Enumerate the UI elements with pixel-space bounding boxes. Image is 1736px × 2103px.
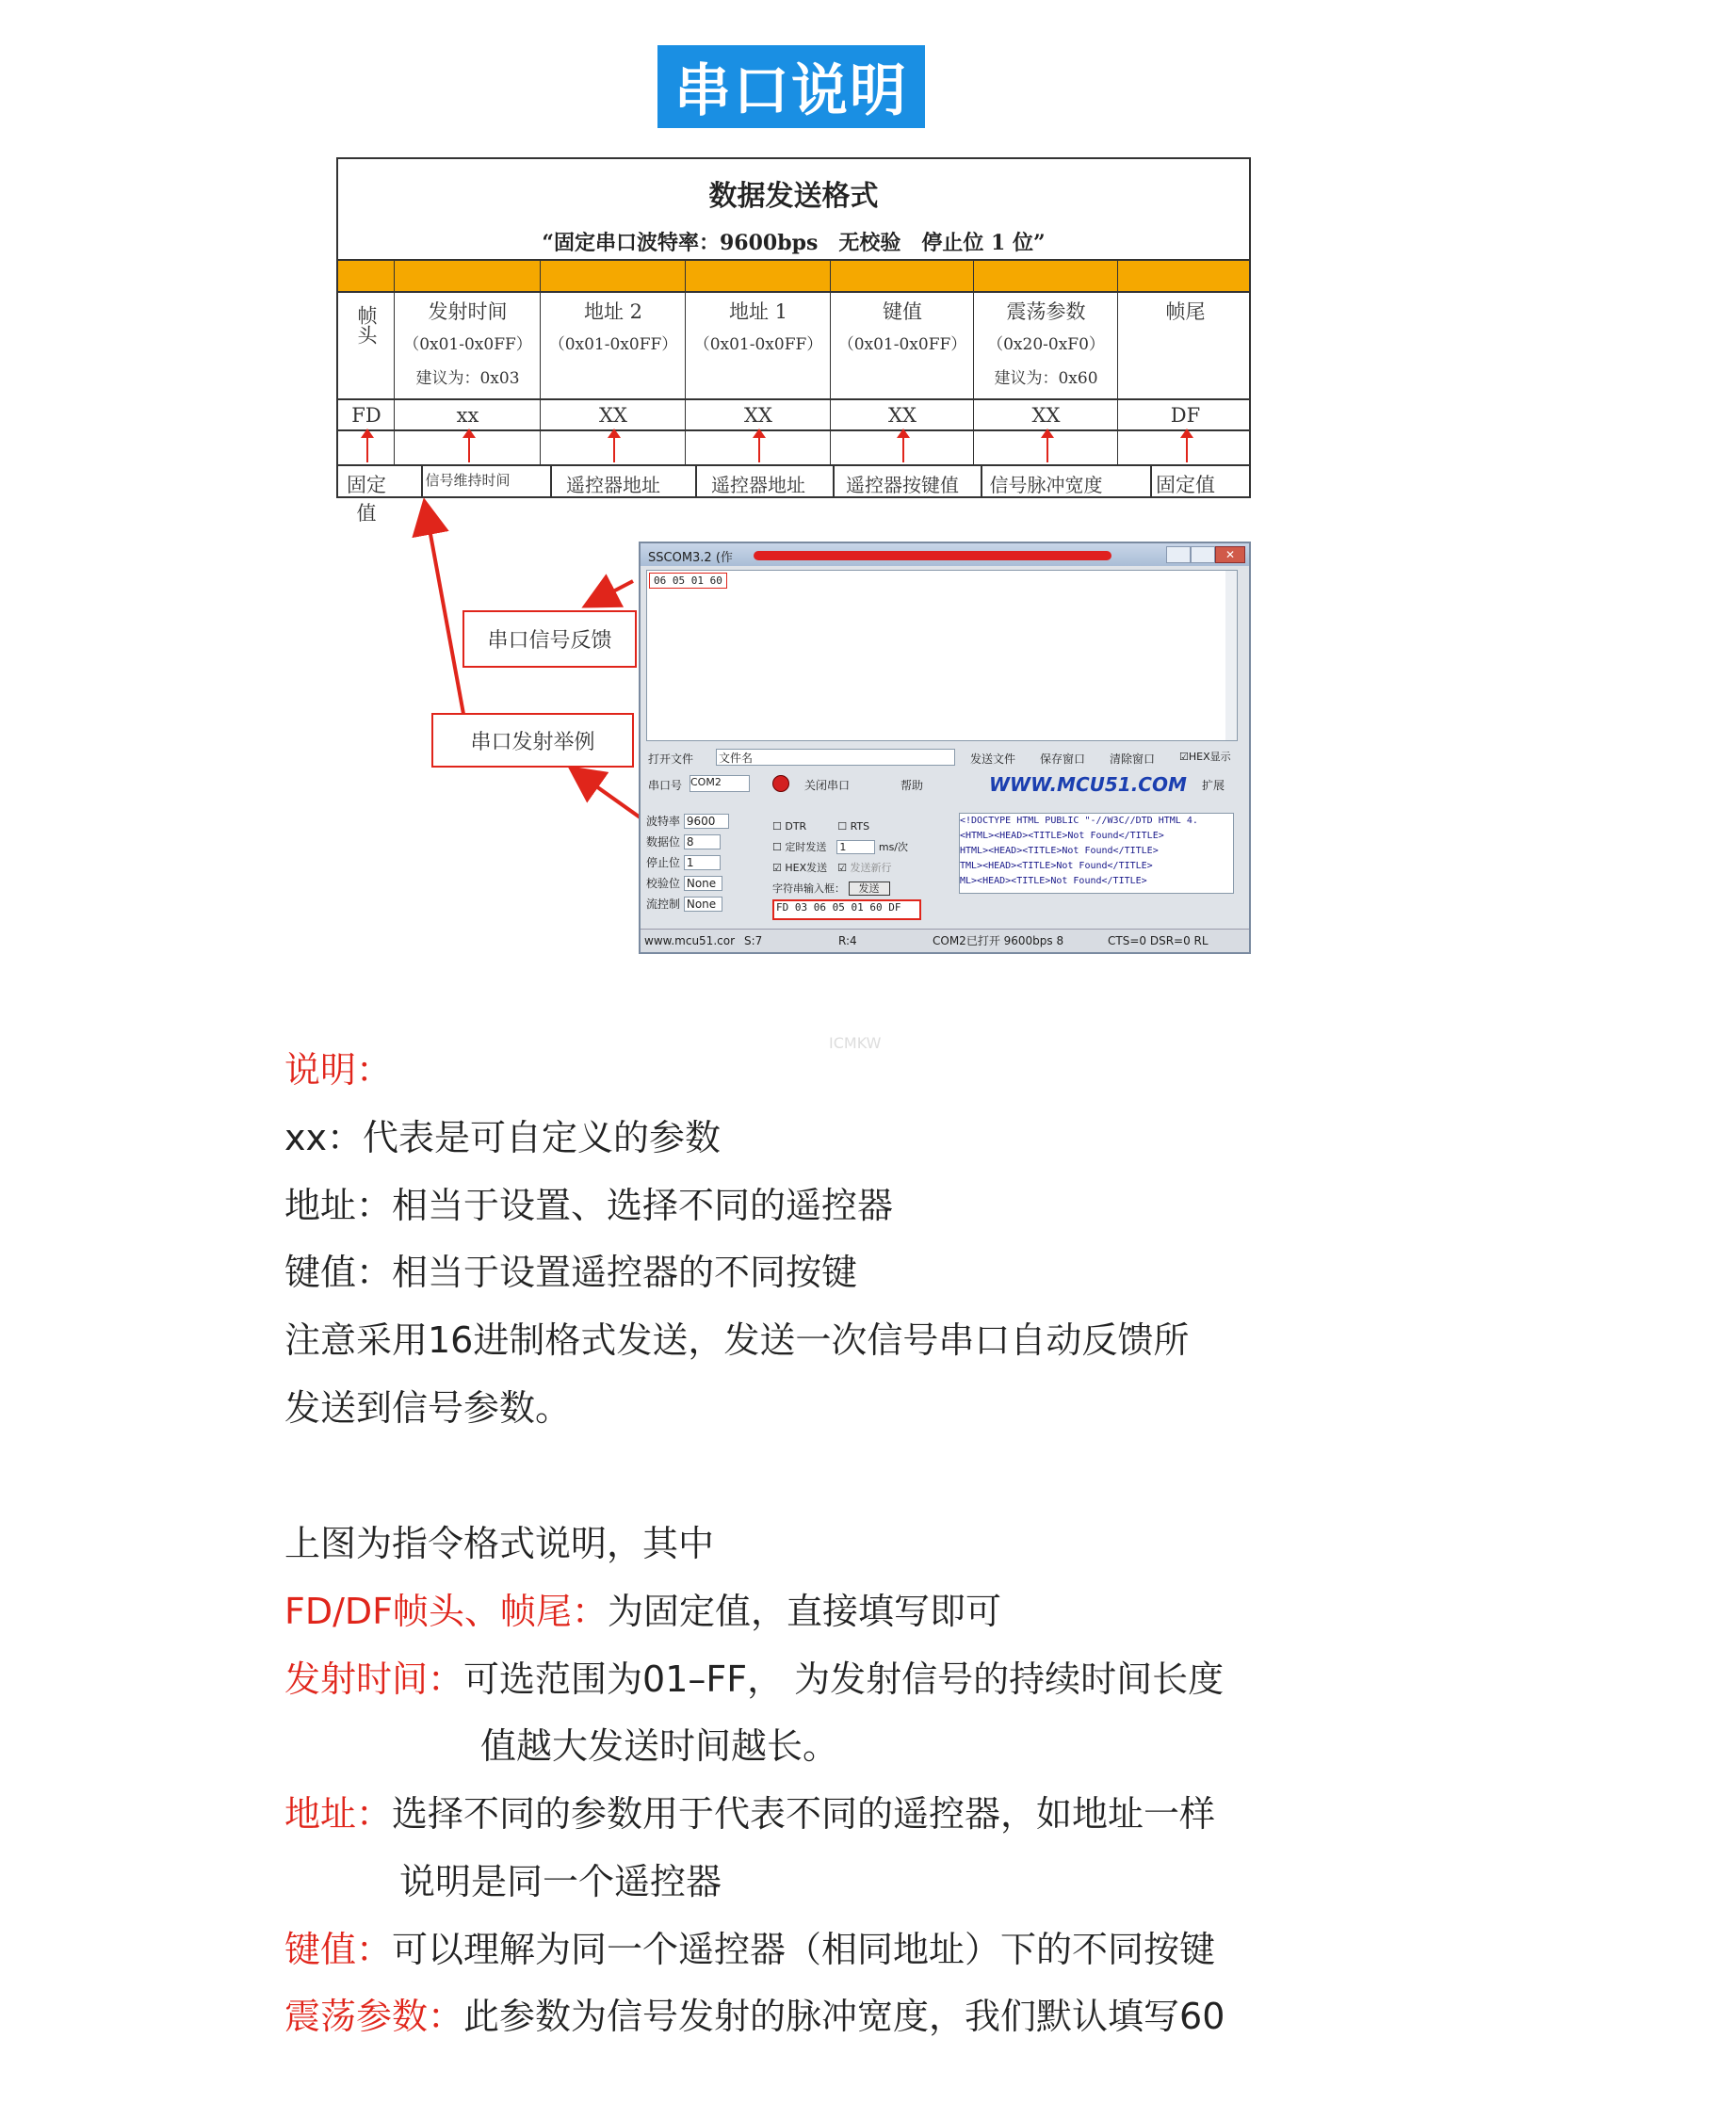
note-key: 地址：	[284, 1793, 393, 1835]
flow-label: 流控制	[646, 898, 681, 911]
serial-settings	[646, 811, 729, 914]
port-label: 串口号	[648, 779, 683, 792]
baud-select[interactable]: 9600	[684, 814, 730, 829]
brand-logo: WWW.MCU51.COM	[989, 773, 1187, 796]
note-text: 为固定值，直接填写即可	[608, 1591, 1002, 1632]
databits-label: 数据位	[646, 835, 681, 849]
minimize-button[interactable]	[1166, 546, 1191, 563]
column-value: XX	[744, 404, 772, 427]
window-title: SSCOM3.2 (作	[648, 551, 733, 565]
input-label: 字符串输入框：	[772, 882, 845, 895]
status-lines: CTS=0 DSR=0 RL	[1108, 934, 1209, 947]
clear-window-button[interactable]: 清除窗口	[1110, 752, 1156, 766]
receive-text: 06 05 01 60	[649, 573, 727, 589]
note-line: 上图为指令格式说明，其中	[284, 1523, 715, 1564]
column-value: XX	[1031, 404, 1061, 427]
html-output	[959, 813, 1234, 894]
html-line: ML><HEAD><TITLE>Not Found</TITLE>	[960, 876, 1147, 886]
column-label: 固定值	[347, 474, 386, 525]
note-key: 发射时间：	[284, 1658, 464, 1700]
save-window-button[interactable]: 保存窗口	[1040, 752, 1086, 766]
format-subtitle: “固定串口波特率：9600bps 无校验 停止位 1 位”	[542, 231, 1046, 255]
note-line: 发送到信号参数。	[284, 1387, 572, 1429]
column-range: （0x01-0x0FF）	[548, 335, 678, 354]
note-text: 可选范围为01–FF， 为发射信号的持续时间长度	[463, 1658, 1225, 1700]
column-label: 遥控器地址	[566, 474, 660, 496]
column-label: 遥控器按键值	[846, 474, 959, 496]
note-text: 说明是同一个遥控器	[399, 1861, 722, 1902]
expand-button[interactable]: 扩展	[1202, 779, 1225, 792]
column-name: 帧头	[355, 305, 378, 345]
port-status-icon	[772, 775, 789, 792]
send-input[interactable]: FD 03 06 05 01 60 DF	[772, 899, 921, 920]
status-sent: S:7	[744, 934, 763, 947]
column-range: （0x01-0x0FF）	[693, 335, 823, 354]
note-text: 值越大发送时间越长。	[480, 1725, 839, 1767]
column-name: 键值	[883, 300, 922, 323]
sscom-window	[639, 542, 1251, 954]
note-frame	[284, 1582, 1001, 1634]
watermark: ICMKW	[829, 1034, 882, 1052]
column-label: 固定值	[1156, 474, 1215, 496]
hex-display-checkbox[interactable]: ☑HEX显示	[1179, 751, 1231, 763]
note-key-value	[284, 1920, 1215, 1972]
timed-send-checkbox[interactable]: ☐ 定时发送 1 ms/次	[772, 841, 909, 853]
note-key: FD/DF帧头、帧尾：	[284, 1591, 608, 1632]
interval-field[interactable]: 1	[836, 840, 875, 854]
column-name: 震荡参数	[1006, 300, 1086, 323]
column-name: 地址 1	[728, 300, 788, 323]
note-line: 键值：相当于设置遥控器的不同按键	[284, 1252, 858, 1293]
send-options	[772, 817, 908, 899]
column-range: （0x01-0x0FF）	[403, 335, 532, 354]
column-range: （0x01-0x0FF）	[837, 335, 967, 354]
notes-heading: 说明：	[284, 1049, 393, 1091]
databits-select[interactable]: 8	[684, 834, 722, 849]
html-line: HTML><HEAD><TITLE>Not Found</TITLE>	[960, 846, 1159, 856]
filename-field[interactable]: 文件名	[716, 749, 955, 766]
status-site: www.mcu51.cor	[644, 934, 736, 947]
column-label: 信号维持时间	[425, 472, 511, 489]
maximize-button[interactable]	[1191, 546, 1215, 563]
column-label: 信号脉冲宽度	[989, 474, 1103, 496]
send-button[interactable]: 发送	[849, 882, 890, 896]
receive-area[interactable]	[646, 570, 1238, 741]
column-label: 遥控器地址	[711, 474, 805, 496]
close-button[interactable]: ✕	[1215, 546, 1245, 563]
status-received: R:4	[838, 934, 857, 947]
column-range: （0x20-0xF0）	[987, 335, 1105, 354]
html-line: <!DOCTYPE HTML PUBLIC "-//W3C//DTD HTML 4.	[960, 816, 1198, 826]
title-bar	[641, 543, 1249, 566]
note-time	[284, 1650, 1224, 1702]
html-line: <HTML><HEAD><TITLE>Not Found</TITLE>	[960, 831, 1164, 841]
receive-scrollbar[interactable]	[1225, 571, 1237, 740]
callout-feedback: 串口信号反馈	[462, 610, 637, 668]
send-newline-checkbox[interactable]: 发送新行	[850, 862, 892, 874]
column-name: 发射时间	[428, 300, 508, 323]
note-key: 震荡参数：	[284, 1996, 464, 2037]
column-value: xx	[456, 404, 479, 427]
column-name: 帧尾	[1165, 300, 1206, 323]
page-title: 串口说明	[657, 45, 925, 128]
hex-display-label: HEX显示	[1188, 751, 1231, 763]
stopbits-label: 停止位	[646, 856, 681, 869]
help-button[interactable]: 帮助	[900, 779, 924, 792]
status-bar	[641, 929, 1249, 952]
open-file-button[interactable]: 打开文件	[648, 752, 694, 766]
note-key: 键值：	[284, 1929, 393, 1970]
note-text: 选择不同的参数用于代表不同的遥控器，如地址一样	[392, 1793, 1216, 1835]
column-name: 地址 2	[583, 300, 643, 323]
column-value: XX	[599, 404, 627, 427]
note-line: 注意采用16进制格式发送，发送一次信号串口自动反馈所	[284, 1319, 1190, 1361]
note-text: 可以理解为同一个遥控器（相同地址）下的不同按键	[392, 1929, 1216, 1970]
rts-checkbox[interactable]: RTS	[850, 820, 870, 833]
note-oscillation	[284, 1987, 1225, 2039]
send-file-button[interactable]: 发送文件	[970, 752, 1016, 766]
flow-select[interactable]: None	[684, 897, 722, 912]
status-port: COM2已打开 9600bps 8	[933, 934, 1064, 947]
dtr-checkbox[interactable]: ☐ DTR ☐ RTS	[772, 820, 870, 833]
column-suggest: 建议为：0x60	[994, 369, 1098, 388]
close-port-button[interactable]: 关闭串口	[804, 779, 851, 792]
interval-unit: ms/次	[878, 841, 909, 853]
baud-label: 波特率	[646, 815, 681, 828]
note-line: 地址：相当于设置、选择不同的遥控器	[284, 1185, 894, 1226]
column-value: DF	[1170, 404, 1201, 427]
hex-send-checkbox[interactable]: ☑ HEX发送 ☑ 发送新行	[772, 862, 892, 874]
parity-select[interactable]: None	[684, 876, 722, 891]
note-line: xx：代表是可自定义的参数	[284, 1117, 721, 1158]
port-select[interactable]: COM2	[690, 775, 750, 792]
redaction-mark	[754, 551, 1111, 560]
column-value: FD	[351, 404, 381, 427]
html-line: TML><HEAD><TITLE>Not Found</TITLE>	[960, 861, 1153, 871]
parity-label: 校验位	[646, 877, 681, 890]
callout-example: 串口发射举例	[431, 713, 634, 768]
column-suggest: 建议为：0x03	[415, 369, 520, 388]
note-text: 此参数为信号发射的脉冲宽度，我们默认填写60	[463, 1996, 1225, 2037]
note-address	[284, 1785, 1215, 1836]
format-title: 数据发送格式	[708, 180, 879, 213]
stopbits-select[interactable]: 1	[684, 855, 722, 870]
column-value: XX	[888, 404, 917, 427]
